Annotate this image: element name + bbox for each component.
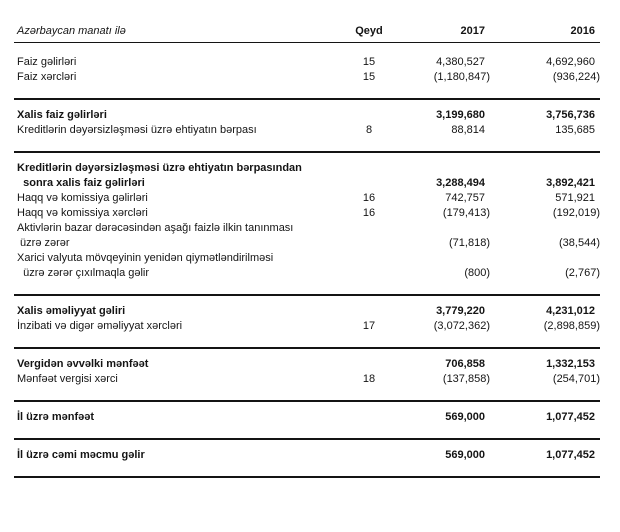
income-statement-table: [14, 25, 600, 486]
table-row: [14, 43, 600, 71]
row-label: Vergidən əvvəlki mənfəət: [17, 358, 149, 370]
row-value-2016: (2,898,859): [543, 320, 600, 332]
table-row: [14, 410, 600, 425]
row-value-2016: 135,685: [555, 124, 595, 136]
column-header-currency-note: Azərbaycan manatı ilə: [14, 25, 346, 43]
row-value-2017: 569,000: [445, 449, 485, 461]
row-value-2017: (71,818): [449, 237, 490, 249]
row-value-2017: 3,288,494: [436, 177, 485, 189]
table-row: [14, 70, 600, 85]
table-row: [14, 161, 600, 191]
row-note: 18: [362, 373, 376, 385]
divider-rule: [14, 438, 600, 440]
column-header-note: Qeyd: [346, 25, 392, 43]
row-label: İl üzrə mənfəət: [17, 411, 95, 423]
row-value-2017: 569,000: [445, 411, 485, 423]
row-value-2017: 88,814: [451, 124, 485, 136]
row-note: [346, 108, 392, 123]
section-divider: [14, 138, 600, 161]
row-label: Kreditlərin dəyərsizləşməsi üzrə ehtiyatın bərpasından sonra xalis faiz gəlirləri: [17, 162, 302, 189]
row-note: [346, 251, 392, 281]
row-label: Faiz gəlirləri: [17, 56, 77, 68]
row-value-2016: 1,332,153: [546, 358, 595, 370]
row-value-2017: (1,180,847): [433, 71, 490, 83]
row-label: Kreditlərin dəyərsizləşməsi üzrə ehtiyatın bərpası: [17, 124, 257, 136]
row-value-2017: (3,072,362): [433, 320, 490, 332]
row-note: 16: [362, 207, 376, 219]
row-value-2016: 3,892,421: [546, 177, 595, 189]
row-label: İnzibati və digər əməliyyat xərcləri: [17, 320, 183, 332]
section-divider: [14, 387, 600, 410]
row-note: 15: [362, 71, 376, 83]
section-divider: [14, 281, 600, 304]
row-note: [346, 304, 392, 319]
row-note: 17: [362, 320, 376, 332]
row-value-2017: 4,380,527: [436, 56, 485, 68]
table-row: [14, 206, 600, 221]
row-label: İl üzrə cəmi məcmu gəlir: [17, 449, 145, 461]
row-note: 8: [365, 124, 373, 136]
row-value-2017: 3,199,680: [436, 109, 485, 121]
row-value-2017: (800): [464, 267, 490, 279]
row-label: Aktivlərin bazar dərəcəsindən aşağı faizlə ilkin tanınması üzrə zərər: [17, 222, 294, 249]
row-label: Xalis faiz gəlirləri: [17, 109, 107, 121]
row-label: Mənfəət vergisi xərci: [17, 373, 118, 385]
table-row: [14, 191, 600, 206]
table-row: [14, 319, 600, 334]
row-note: [346, 448, 392, 463]
section-divider: [14, 334, 600, 357]
row-value-2016: (192,019): [552, 207, 600, 219]
divider-rule: [14, 347, 600, 349]
column-header-2017: 2017: [392, 25, 490, 43]
table-row: [14, 372, 600, 387]
row-value-2017: (179,413): [442, 207, 490, 219]
row-note: 15: [362, 56, 376, 68]
row-value-2016: (38,544): [559, 237, 600, 249]
row-label: Haqq və komissiya gəlirləri: [17, 192, 148, 204]
table-row: [14, 448, 600, 463]
divider-rule: [14, 98, 600, 100]
table-row: [14, 251, 600, 281]
row-note: [346, 410, 392, 425]
table-header: [14, 25, 600, 43]
row-value-2016: 1,077,452: [546, 449, 595, 461]
row-note: [346, 357, 392, 372]
row-value-2016: 3,756,736: [546, 109, 595, 121]
divider-rule: [14, 476, 600, 478]
row-value-2017: 706,858: [445, 358, 485, 370]
statement-body: [14, 43, 600, 487]
row-label: Faiz xərcləri: [17, 71, 77, 83]
divider-rule: [14, 151, 600, 153]
row-label: Xarici valyuta mövqeyinin yenidən qiymətləndirilməsi üzrə zərər çıxılmaqla gəlir: [17, 252, 274, 279]
row-value-2017: 742,757: [445, 192, 485, 204]
section-divider: [14, 85, 600, 108]
row-note: 16: [362, 192, 376, 204]
row-value-2016: 4,231,012: [546, 305, 595, 317]
row-note: [346, 221, 392, 251]
table-row: [14, 221, 600, 251]
table-row: [14, 108, 600, 123]
table-row: [14, 357, 600, 372]
table-row: [14, 304, 600, 319]
row-value-2016: (254,701): [552, 373, 600, 385]
row-label: Xalis əməliyyat gəliri: [17, 305, 126, 317]
table-row: [14, 123, 600, 138]
row-value-2016: 1,077,452: [546, 411, 595, 423]
row-value-2017: 3,779,220: [436, 305, 485, 317]
row-value-2016: 4,692,960: [546, 56, 595, 68]
row-value-2016: 571,921: [555, 192, 595, 204]
row-value-2017: (137,858): [442, 373, 490, 385]
divider-rule: [14, 400, 600, 402]
column-header-2016: 2016: [490, 25, 600, 43]
section-divider: [14, 425, 600, 448]
row-value-2016: (936,224): [552, 71, 600, 83]
row-note: [346, 161, 392, 191]
divider-rule: [14, 294, 600, 296]
row-value-2016: (2,767): [565, 267, 600, 279]
row-label: Haqq və komissiya xərcləri: [17, 207, 148, 219]
section-divider: [14, 463, 600, 486]
